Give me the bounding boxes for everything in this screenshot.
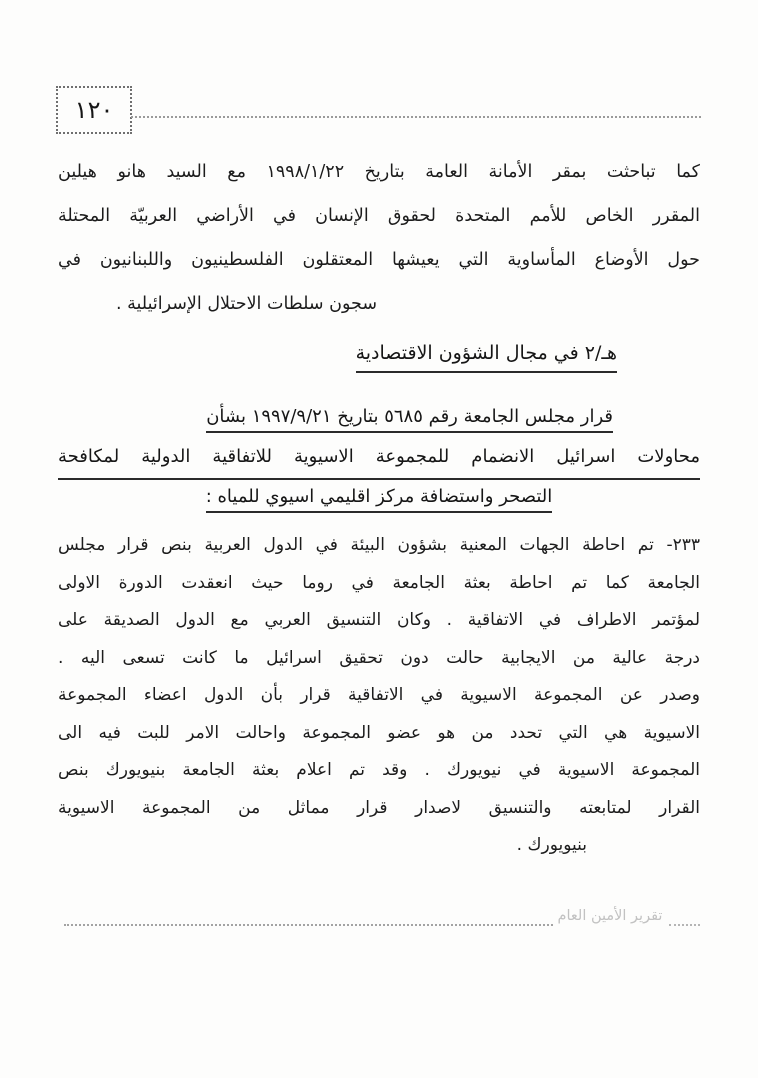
resolution-title-line-3 [58, 480, 700, 520]
item-233-line-4: درجة عالية من الايجابية حالت دون تحقيق اسرائيل ما كانت تسعى اليه . [58, 647, 700, 668]
resolution-title [58, 400, 700, 520]
item-233-line-7: المجموعة الاسيوية في نيويورك . وقد تم اعلام بعثة الجامعة بنيويورك بنص [58, 760, 700, 780]
header-dotted-rule [131, 116, 701, 118]
resolution-title-line-3-text: التصحر واستضافة مركز اقليمي اسيوي للمياه : [206, 486, 553, 513]
item-233-paragraph [58, 527, 700, 865]
item-233-line-1: ٢٣٣- تم احاطة الجهات المعنية بشؤون البيئة في الدول العربية بنص قرار مجلس [58, 535, 700, 555]
item-233-line-2: الجامعة كما تم احاطة بعثة الجامعة في روما حيث انعقدت الدورة الاولى [58, 572, 700, 593]
intro-line-2: المقرر الخاص للأمم المتحدة لحقوق الإنسان في الأراضي العربيّة المحتلة [58, 206, 700, 226]
intro-line-3: حول الأوضاع المأساوية التي يعيشها المعتقلون الفلسطينيون واللبنانيون في [58, 250, 700, 270]
page-number: ١٢٠ [74, 96, 114, 124]
item-233-line-5: وصدر عن المجموعة الاسيوية في الاتفاقية قرار بأن الدول اعضاء المجموعة [58, 685, 700, 705]
footer-watermark: تقرير الأمين العام [557, 908, 663, 924]
section-heading: هـ/٢ في مجال الشؤون الاقتصادية [356, 342, 617, 373]
item-233-line-6: الاسيوية هي التي تحدد من هو عضو المجموعة واحالت الامر للبت فيه الى [58, 722, 700, 743]
resolution-title-line-1-text: قرار مجلس الجامعة رقم ٥٦٨٥ بتاريخ ١٩٩٧/٩/٢١ بشأن [206, 406, 613, 433]
footer-dotted-rule-short [669, 924, 700, 926]
intro-paragraph [58, 150, 700, 326]
item-233-line-9: بنيويورك . [516, 835, 587, 855]
page-number-box [56, 86, 132, 134]
item-233-line-3: لمؤتمر الاطراف في الاتفاقية . وكان التنسيق العربي مع الدول الصديقة على [58, 610, 700, 630]
intro-line-1: كما تباحثت بمقر الأمانة العامة بتاريخ ١٩٩٨/١/٢٢ مع السيد هانو هيلين [58, 162, 700, 182]
item-233-line-8: القرار لمتابعته والتنسيق لاصدار قرار مماثل من المجموعة الاسيوية [58, 797, 700, 818]
resolution-title-line-1 [58, 400, 700, 440]
intro-line-4: سجون سلطات الاحتلال الإسرائيلية . [116, 294, 378, 314]
footer-dotted-rule [64, 924, 553, 926]
resolution-title-line-2: محاولات اسرائيل الانضمام للمجموعة الاسيوية للاتفاقية الدولية لمكافحة [58, 440, 700, 480]
